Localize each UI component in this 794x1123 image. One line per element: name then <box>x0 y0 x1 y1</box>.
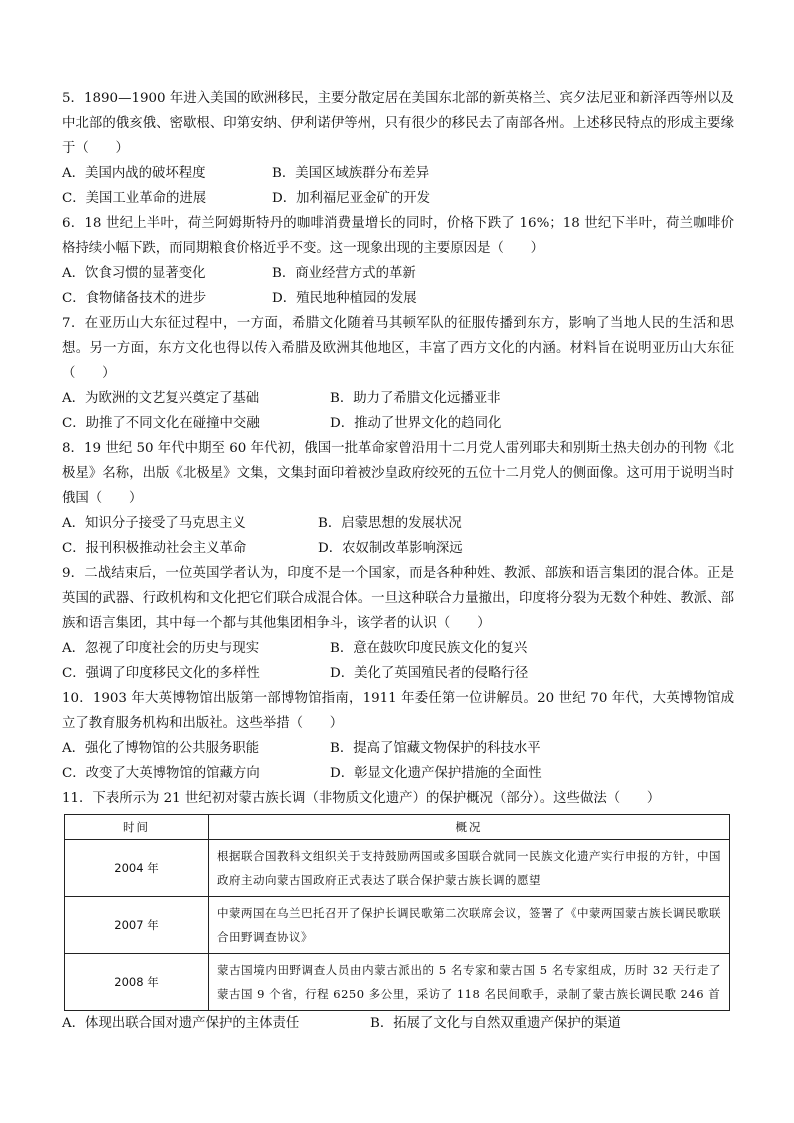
q9-option-d: D．美化了英国殖民者的侵略行径 <box>330 666 529 681</box>
table-cell-year: 2007 年 <box>65 897 209 954</box>
question-6-stem: 6．18 世纪上半叶，荷兰阿姆斯特丹的咖啡消费量增长的同时，价格下跌了 16%；18 世纪下半叶，荷兰咖啡价格持续小幅下跌，而同期粮食价格近乎不变。这一现象出现的主要原因是（ ） <box>62 216 734 256</box>
question-5-options <box>62 161 734 211</box>
q7-option-c: C．助推了不同文化在碰撞中交融 <box>62 416 260 431</box>
q8-option-b: B．启蒙思想的发展状况 <box>318 516 462 531</box>
q7-option-d: D．推动了世界文化的趋同化 <box>330 416 502 431</box>
question-7-options <box>62 386 734 436</box>
table-row <box>65 897 730 954</box>
question-6-options <box>62 261 734 311</box>
table-cell-year: 2008 年 <box>65 954 209 1011</box>
q5-option-b: B．美国区域族群分布差异 <box>272 166 430 181</box>
q9-option-c: C．强调了印度移民文化的多样性 <box>62 666 260 681</box>
q8-option-c: C．报刊积极推动社会主义革命 <box>62 541 247 556</box>
table-cell-overview: 中蒙两国在乌兰巴托召开了保护长调民歌第二次联席会议，签署了《中蒙两国蒙古族长调民歌联合田野调查协议》 <box>209 897 730 954</box>
question-10-stem: 10．1903 年大英博物馆出版第一部博物馆指南，1911 年委任第一位讲解员。20 世纪 70 年代，大英博物馆成立了教育服务机构和出版社。这些举措（ ） <box>62 691 734 731</box>
question-7-stem: 7．在亚历山大东征过程中，一方面，希腊文化随着马其顿军队的征服传播到东方，影响了当地人民的生活和思想。另一方面，东方文化也得以传入希腊及欧洲其他地区，丰富了西方文化的内涵。材料旨在说明亚历山大东征（ ） <box>62 316 734 381</box>
question-10-options <box>62 736 734 786</box>
q10-option-a: A．强化了博物馆的公共服务职能 <box>62 741 260 756</box>
q6-option-a: A．饮食习惯的显著变化 <box>62 266 206 281</box>
q5-option-d: D．加利福尼亚金矿的开发 <box>272 191 431 206</box>
exam-page <box>62 86 734 1036</box>
heritage-protection-table <box>64 814 730 1011</box>
question-11-stem: 11．下表所示为 21 世纪初对蒙古族长调（非物质文化遗产）的保护概况（部分）。这些做法（ ） <box>62 791 661 806</box>
q9-option-b: B．意在鼓吹印度民族文化的复兴 <box>330 641 528 656</box>
q10-option-b: B．提高了馆藏文物保护的科技水平 <box>330 741 541 756</box>
question-8-options <box>62 511 734 561</box>
table-row <box>65 840 730 897</box>
q11-option-a: A．体现出联合国对遗产保护的主体责任 <box>62 1016 300 1031</box>
question-9-stem: 9．二战结束后，一位英国学者认为，印度不是一个国家，而是各种种姓、教派、部族和语言集团的混合体。正是英国的武器、行政机构和文化把它们联合成混合体。一旦这种联合力量撤出，印度将分裂为无数个种姓、教派、部族和语言集团，其中每一个都与其他集团相争斗，该学者的认识（ ） <box>62 566 734 631</box>
q6-option-b: B．商业经营方式的革新 <box>272 266 416 281</box>
q5-option-c: C．美国工业革命的进展 <box>62 191 207 206</box>
q10-option-c: C．改变了大英博物馆的馆藏方向 <box>62 766 260 781</box>
table-cell-overview: 蒙古国境内田野调查人员由内蒙古派出的 5 名专家和蒙古国 5 名专家组成，历时 32 天行走了蒙古国 9 个省，行程 6250 多公里，采访了 118 名民间歌手，录制了蒙古族长调民歌 246 首 <box>209 954 730 1011</box>
q8-option-d: D．农奴制改革影响深远 <box>318 541 463 556</box>
q6-option-d: D．殖民地种植园的发展 <box>272 291 417 306</box>
q5-option-a: A．美国内战的破坏程度 <box>62 166 206 181</box>
question-11-options <box>62 1011 734 1036</box>
table-header-row <box>65 815 730 840</box>
question-5-stem: 5．1890—1900 年进入美国的欧洲移民，主要分散定居在美国东北部的新英格兰、宾夕法尼亚和新泽西等州以及中北部的俄亥俄、密歇根、印第安纳、伊利诺伊等州，只有很少的移民去了南部各州。上述移民特点的形成主要缘于（ ） <box>62 91 734 156</box>
table-cell-overview: 根据联合国教科文组织关于支持鼓励两国或多国联合就同一民族文化遗产实行申报的方针，中国政府主动向蒙古国政府正式表达了联合保护蒙古族长调的愿望 <box>209 840 730 897</box>
q10-option-d: D．彰显文化遗产保护措施的全面性 <box>330 766 542 781</box>
q7-option-b: B．助力了希腊文化远播亚非 <box>330 391 501 406</box>
table-header-overview: 概况 <box>209 815 730 840</box>
q6-option-c: C．食物储备技术的进步 <box>62 291 207 306</box>
q9-option-a: A．忽视了印度社会的历史与现实 <box>62 641 260 656</box>
table-header-time: 时间 <box>65 815 209 840</box>
table-cell-year: 2004 年 <box>65 840 209 897</box>
q11-option-b: B．拓展了文化与自然双重遗产保护的渠道 <box>370 1016 621 1031</box>
table-row <box>65 954 730 1011</box>
question-8-stem: 8．19 世纪 50 年代中期至 60 年代初，俄国一批革命家曾沿用十二月党人雷列耶夫和别斯土热夫创办的刊物《北极星》名称，出版《北极星》文集，文集封面印着被沙皇政府绞死的五位十二月党人的侧面像。这可用于说明当时俄国（ ） <box>62 441 734 506</box>
q7-option-a: A．为欧洲的文艺复兴奠定了基础 <box>62 391 260 406</box>
question-9-options <box>62 636 734 686</box>
q8-option-a: A．知识分子接受了马克思主义 <box>62 516 246 531</box>
